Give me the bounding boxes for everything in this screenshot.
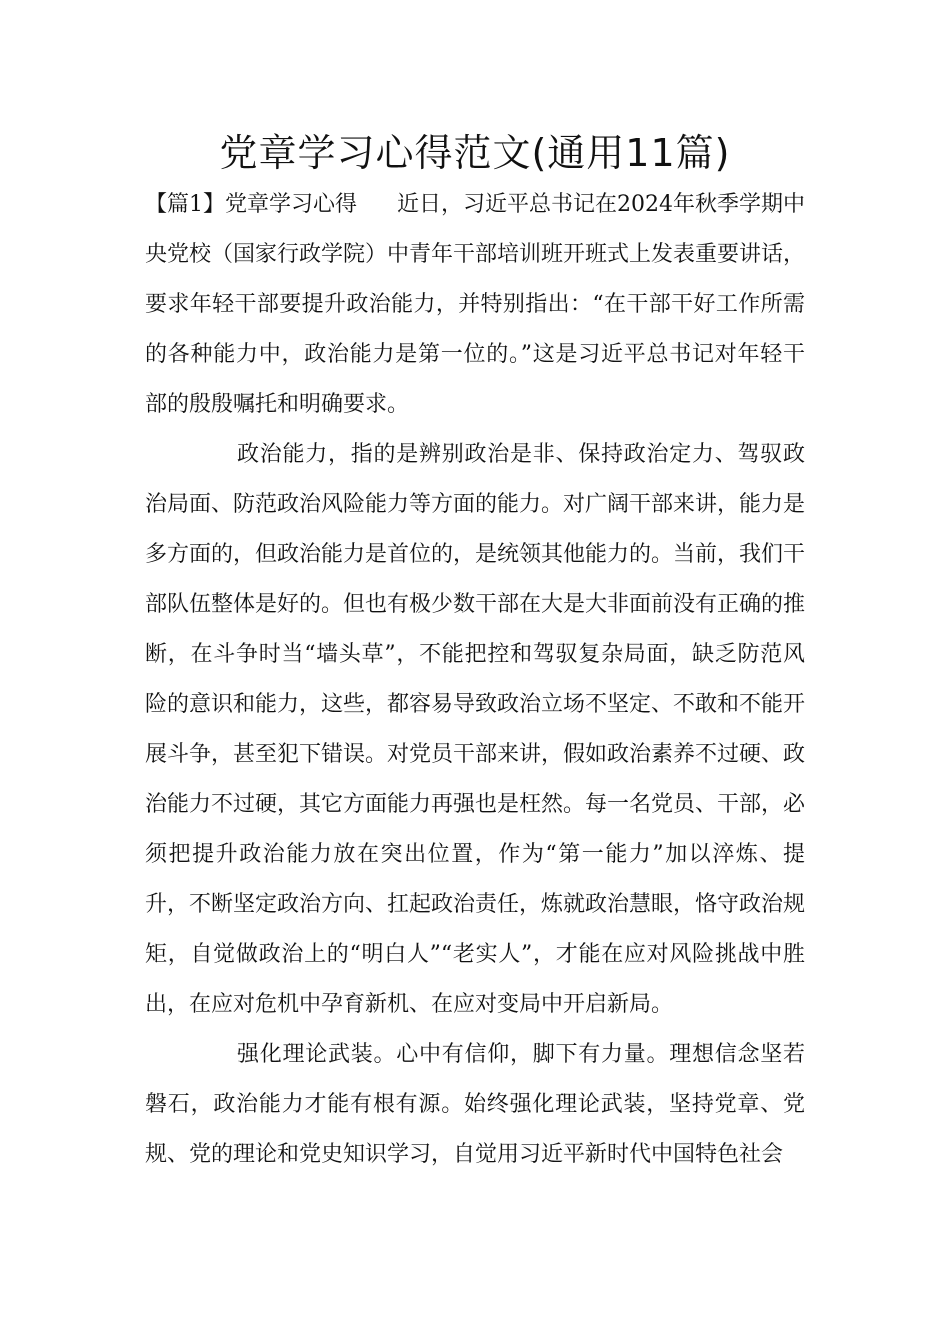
paragraph-1 bbox=[145, 180, 805, 430]
section-label: 【篇1】党章学习心得 bbox=[145, 192, 357, 217]
document-title: 党章学习心得范文(通用11篇) bbox=[219, 131, 731, 175]
paragraph-3: 强化理论武装。心中有信仰，脚下有力量。理想信念坚若磐石，政治能力才能有根有源。始终强化理论武装，坚持党章、党规、党的理论和党史知识学习，自觉用习近平新时代中国特色社会 bbox=[145, 1042, 805, 1167]
paragraph-1-text: 近日，习近平总书记在2024年秋季学期中央党校（国家行政学院）中青年干部培训班开班式上发表重要讲话，要求年轻干部要提升政治能力，并特别指出：“在干部干好工作所需的各种能力中，政治能力是第一位的。”这是习近平总书记对年轻干部的殷殷嘱托和明确要求。 bbox=[145, 192, 806, 417]
paragraph-2: 政治能力，指的是辨别政治是非、保持政治定力、驾驭政治局面、防范政治风险能力等方面的能力。对广阔干部来讲，能力是多方面的，但政治能力是首位的，是统领其他能力的。当前，我们干部队伍整体是好的。但也有极少数干部在大是大非面前没有正确的推断，在斗争时当“墙头草”，不能把控和驾驭复杂局面，缺乏防范风险的意识和能力，这些，都容易导致政治立场不坚定、不敢和不能开展斗争，甚至犯下错误。对党员干部来讲，假如政治素养不过硬、政治能力不过硬，其它方面能力再强也是枉然。每一名党员、干部，必须把提升政治能力放在突出位置，作为“第一能力”加以淬炼、提升，不断坚定政治方向、扛起政治责任，炼就政治慧眼，恪守政治规矩，自觉做政治上的“明白人”“老实人”，才能在应对风险挑战中胜出，在应对危机中孕育新机、在应对变局中开启新局。 bbox=[145, 442, 806, 1017]
document-body bbox=[145, 180, 805, 1180]
